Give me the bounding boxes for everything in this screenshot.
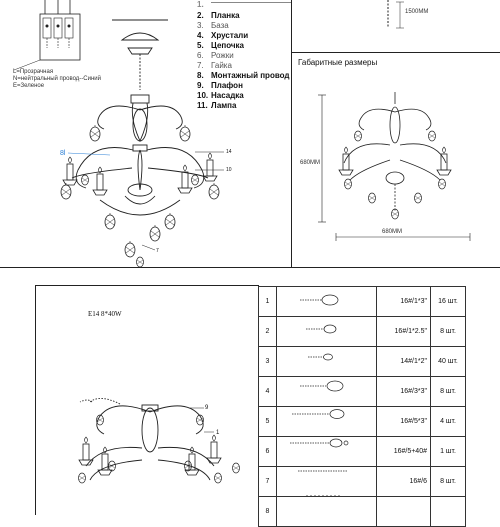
table-cell-count: 8 шт. <box>431 317 466 347</box>
table-cell-count: 40 шт. <box>431 347 466 377</box>
bottom-chandelier-candles <box>79 435 221 475</box>
table-cell-size <box>377 497 431 527</box>
bottom-chandelier-crystals <box>79 415 240 483</box>
legend-item-1: 1. <box>197 0 291 10</box>
table-cell-icon <box>277 347 377 377</box>
height-dimension-label: 680MM <box>300 160 321 166</box>
dimensions-title: Габаритные размеры <box>298 58 378 67</box>
callout-9: 9 <box>205 405 209 411</box>
table-cell-icon <box>277 287 377 317</box>
table-cell-index: 3 <box>259 347 277 377</box>
legend-item-8: 8. Монтажный провод <box>197 71 290 80</box>
parts-table <box>258 286 466 527</box>
chain-length-label: 1500MM <box>405 9 429 15</box>
table-row <box>259 287 466 317</box>
table-cell-index: 2 <box>259 317 277 347</box>
legend-item-11: 11. Лампа <box>197 101 237 110</box>
table-cell-count <box>431 497 466 527</box>
table-cell-icon <box>277 317 377 347</box>
table-cell-size: 16#/5*3" <box>377 407 431 437</box>
table-cell-size: 14#/1*2" <box>377 347 431 377</box>
table-cell-count: 8 шт. <box>431 467 466 497</box>
table-cell-index: 8 <box>259 497 277 527</box>
legend-item-6: 6. Рожки <box>197 51 234 60</box>
wiring-note-line-1: L=Прозрачная <box>13 69 54 75</box>
small-chandelier-drawing <box>344 92 446 212</box>
table-cell-icon <box>277 497 377 527</box>
legend-item-5: 5. Цепочка <box>197 41 245 50</box>
table-cell-icon <box>277 437 377 467</box>
table-cell-count: 16 шт. <box>431 287 466 317</box>
legend-item-2: 2. Планка <box>197 11 240 20</box>
table-cell-index: 7 <box>259 467 277 497</box>
lamp-spec: E14 8*40W <box>88 310 122 318</box>
left-marker-label: 8l <box>60 150 66 157</box>
table-cell-index: 6 <box>259 437 277 467</box>
legend-item-10: 10. Насадка <box>197 91 244 100</box>
table-cell-size: 16#/6 <box>377 467 431 497</box>
chain-drawing <box>388 0 404 28</box>
legend-item-7: 7. Гайка <box>197 61 232 70</box>
small-chandelier-candles <box>339 147 451 175</box>
wiring-note-line-2: N=нейтральный провод--Синий <box>13 76 101 82</box>
table-cell-size: 16#/1*2.5" <box>377 317 431 347</box>
table-row <box>259 467 466 497</box>
table-cell-size: 16#/3*3" <box>377 377 431 407</box>
table-cell-count: 1 шт. <box>431 437 466 467</box>
wiring-note-line-3: E=Зеленое <box>13 83 45 89</box>
table-row <box>259 317 466 347</box>
callout-7: 7 <box>156 248 159 254</box>
callout-14: 14 <box>226 149 232 155</box>
table-row <box>259 347 466 377</box>
table-row <box>259 407 466 437</box>
table-cell-index: 1 <box>259 287 277 317</box>
bottom-chandelier-drawing <box>80 398 214 480</box>
table-cell-icon <box>277 407 377 437</box>
table-cell-icon <box>277 467 377 497</box>
table-cell-size: 16#/5+40# <box>377 437 431 467</box>
table-cell-size: 16#/1*3" <box>377 287 431 317</box>
table-cell-count: 8 шт. <box>431 377 466 407</box>
legend-item-4: 4. Хрустали <box>197 31 249 40</box>
table-cell-icon <box>277 377 377 407</box>
table-cell-index: 4 <box>259 377 277 407</box>
table-row <box>259 437 466 467</box>
callout-10: 10 <box>226 167 232 173</box>
table-cell-index: 5 <box>259 407 277 437</box>
table-row <box>259 377 466 407</box>
table-row <box>259 497 466 527</box>
legend-item-9: 9. Плафон <box>197 81 243 90</box>
table-cell-count: 4 шт. <box>431 407 466 437</box>
width-dimension-label: 680MM <box>382 229 403 235</box>
legend-item-3: 3. База <box>197 21 229 30</box>
wiring-diagram <box>14 0 80 70</box>
callout-1: 1 <box>216 430 220 436</box>
